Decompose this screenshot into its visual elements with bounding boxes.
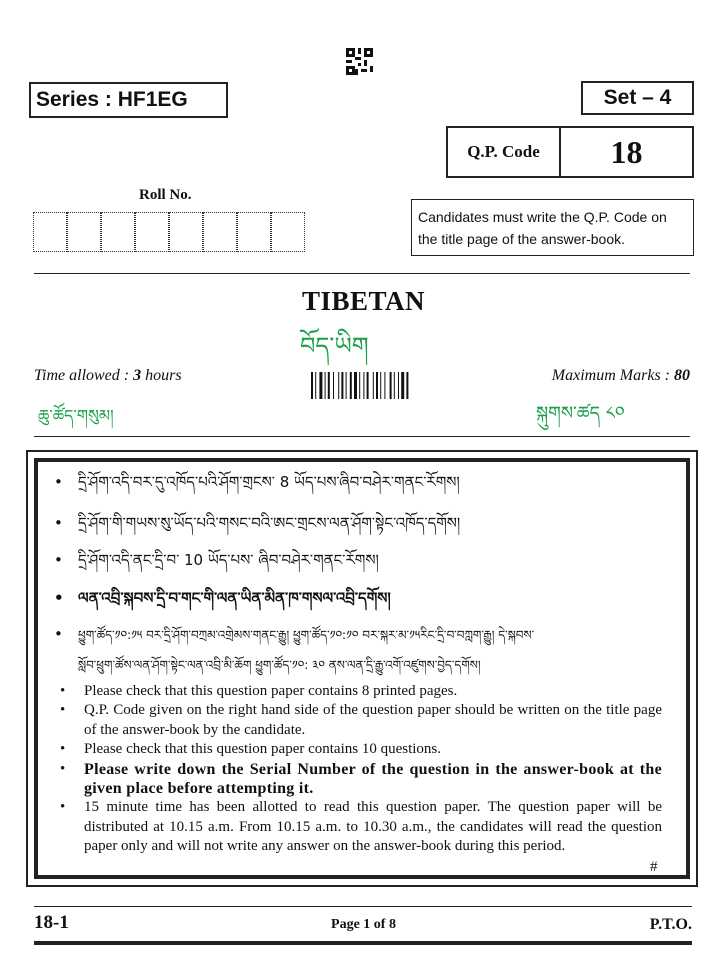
english-instruction-1: Please check that this question paper contains 8 printed pages. bbox=[84, 683, 458, 699]
list-item: • Q.P. Code given on the right hand side of the question paper should be written on the title page of the answer-book by the candidate. bbox=[60, 701, 662, 740]
roll-no-cell[interactable] bbox=[67, 212, 101, 252]
tibetan-instruction-2: དྲི་ཤོག་གི་གཡས་སུ་ཡོད་པའི་གསང་བའི་ཨང་གྲངས་ལན་ཤོག་སྟེང་འཁོད་དགོས། bbox=[78, 514, 461, 532]
english-instruction-4: Please write down the Serial Number of the question in the answer-book at the given place before attempting it. bbox=[84, 760, 662, 798]
hash-mark: # bbox=[650, 859, 658, 875]
list-item: • Please check that this question paper contains 8 printed pages. bbox=[60, 682, 662, 701]
list-item: • Please write down the Serial Number of the question in the answer-book at the given place before attempting it. bbox=[60, 760, 662, 798]
roll-no-label: Roll No. bbox=[139, 187, 192, 203]
series-label: Series : HF1EG bbox=[29, 82, 228, 118]
roll-no-cell[interactable] bbox=[271, 212, 305, 252]
tibetan-instruction-3: དྲི་ཤོག་འདི་ནང་དྲི་བ་ 10 ཡོད་པས་ ཞིབ་བཤེར་གནང་རོགས། bbox=[78, 551, 379, 569]
english-instruction-5: 15 minute time has been allotted to read this question paper. The question paper will be distributed at 10.15 a.m. From 10.15 a.m. to 10.30 a.m., the candidates will read the question paper only and will not write any answer on the answer-book during this period. bbox=[84, 799, 662, 855]
tibetan-instruction-5: ཕྱུག་ཚོད་༡༠:༡༥ བར་དྲི་ཤོག་བཀྲམ་འགྲེམས་གནང་རྒྱུ། ཕྱུག་ཚོད་༡༠:༡༠ བར་སྐར་མ་༡༥རིང་དྲི་བ་བཀླག་རྒྱུ། དེ་སྐབས་ bbox=[78, 628, 535, 642]
max-marks-handwritten: སྐུགས་ཚད ༨༠ bbox=[536, 403, 625, 424]
set-label: Set – 4 bbox=[581, 81, 694, 115]
tibetan-instruction-4: ལན་འབྲི་སྐབས་དྲི་བ་གང་གི་ལན་ཡིན་མིན་ཁ་གསལ་འབྲི་དགོས། bbox=[78, 589, 391, 607]
footer-code: 18-1 bbox=[34, 912, 69, 933]
candidate-note: Candidates must write the Q.P. Code on the title page of the answer-book. bbox=[411, 199, 694, 256]
time-allowed bbox=[34, 367, 182, 385]
english-instruction-3: Please check that this question paper contains 10 questions. bbox=[84, 741, 442, 758]
max-marks-value: 80 bbox=[674, 367, 690, 384]
footer-divider bbox=[34, 906, 692, 907]
roll-no-cell[interactable] bbox=[101, 212, 135, 252]
english-instructions bbox=[60, 682, 662, 857]
roll-no-cell[interactable] bbox=[169, 212, 203, 252]
subject-handwritten: བོད་ཡིག bbox=[300, 332, 369, 360]
divider bbox=[34, 436, 690, 437]
list-item-continued: སློབ་ཕྲུག་ཚོས་ལན་ཤོག་སྟེང་ལན་འབྲི་མི་ཆོག ཕྱུག་ཚོད་༡༠: ༣༠ ནས་ལན་དྲི་རྒྱུ་འགོ་འཛུགས་བྱེད་དགོས། bbox=[78, 658, 481, 672]
max-marks-prefix: Maximum Marks : bbox=[551, 367, 674, 384]
list-item: • ཕྱུག་ཚོད་༡༠:༡༥ བར་དྲི་ཤོག་བཀྲམ་འགྲེམས་གནང་རྒྱུ། ཕྱུག་ཚོད་༡༠:༡༠ བར་སྐར་མ་༡༥རིང་དྲི་བ་བཀླག་རྒྱུ། དེ་སྐབས་ bbox=[54, 625, 535, 643]
page-number: Page 1 of 8 bbox=[331, 917, 396, 932]
divider bbox=[34, 273, 690, 274]
qr-code-icon bbox=[346, 48, 373, 75]
list-item: • Please check that this question paper contains 10 questions. bbox=[60, 740, 662, 759]
roll-no-cell[interactable] bbox=[135, 212, 169, 252]
list-item: • 15 minute time has been allotted to read this question paper. The question paper will be distributed at 10.15 a.m. From 10.15 a.m. to 10.30 a.m., the candidates will read the question paper only and will not write any answer on the answer-book during this period. bbox=[60, 798, 662, 856]
footer-thick-divider bbox=[34, 941, 692, 945]
time-handwritten: ཆུ་ཚོད་གསུམ། bbox=[38, 406, 114, 425]
list-item: • དྲི་ཤོག་གི་གཡས་སུ་ཡོད་པའི་གསང་བའི་ཨང་གྲངས་ལན་ཤོག་སྟེང་འཁོད་དགོས། bbox=[54, 514, 461, 532]
pto-label: P.T.O. bbox=[649, 916, 692, 933]
maximum-marks bbox=[552, 367, 690, 385]
english-instruction-2: Q.P. Code given on the right hand side of the question paper should be written on the title page of the answer-book by the candidate. bbox=[84, 702, 662, 738]
list-item: • དྲི་ཤོག་འདི་ནང་དྲི་བ་ 10 ཡོད་པས་ ཞིབ་བཤེར་གནང་རོགས། bbox=[54, 551, 379, 569]
roll-no-cell[interactable] bbox=[203, 212, 237, 252]
time-allowed-suffix: hours bbox=[141, 367, 182, 384]
roll-no-cell[interactable] bbox=[33, 212, 67, 252]
barcode-icon bbox=[311, 372, 432, 399]
time-allowed-value: 3 bbox=[133, 367, 142, 384]
roll-no-cell[interactable] bbox=[237, 212, 271, 252]
qp-code-label: Q.P. Code bbox=[448, 128, 561, 176]
list-item: • དྲི་ཤོག་འདི་བར་དུ་འཁོད་པའི་ཤོག་གྲངས་ 8 ཡོད་པས་ཞིབ་བཤེར་གནང་རོགས། bbox=[54, 473, 460, 491]
time-allowed-prefix: Time allowed : bbox=[34, 367, 134, 384]
roll-no-boxes bbox=[33, 212, 306, 252]
tibetan-instruction-1: དྲི་ཤོག་འདི་བར་དུ་འཁོད་པའི་ཤོག་གྲངས་ 8 ཡོད་པས་ཞིབ་བཤེར་གནང་རོགས། bbox=[78, 473, 460, 491]
qp-code-value: 18 bbox=[610, 133, 643, 170]
subject-title: TIBETAN bbox=[301, 286, 426, 316]
list-item: • ལན་འབྲི་སྐབས་དྲི་བ་གང་གི་ལན་ཡིན་མིན་ཁ་གསལ་འབྲི་དགོས། bbox=[54, 589, 391, 607]
qp-code-box bbox=[446, 126, 694, 178]
